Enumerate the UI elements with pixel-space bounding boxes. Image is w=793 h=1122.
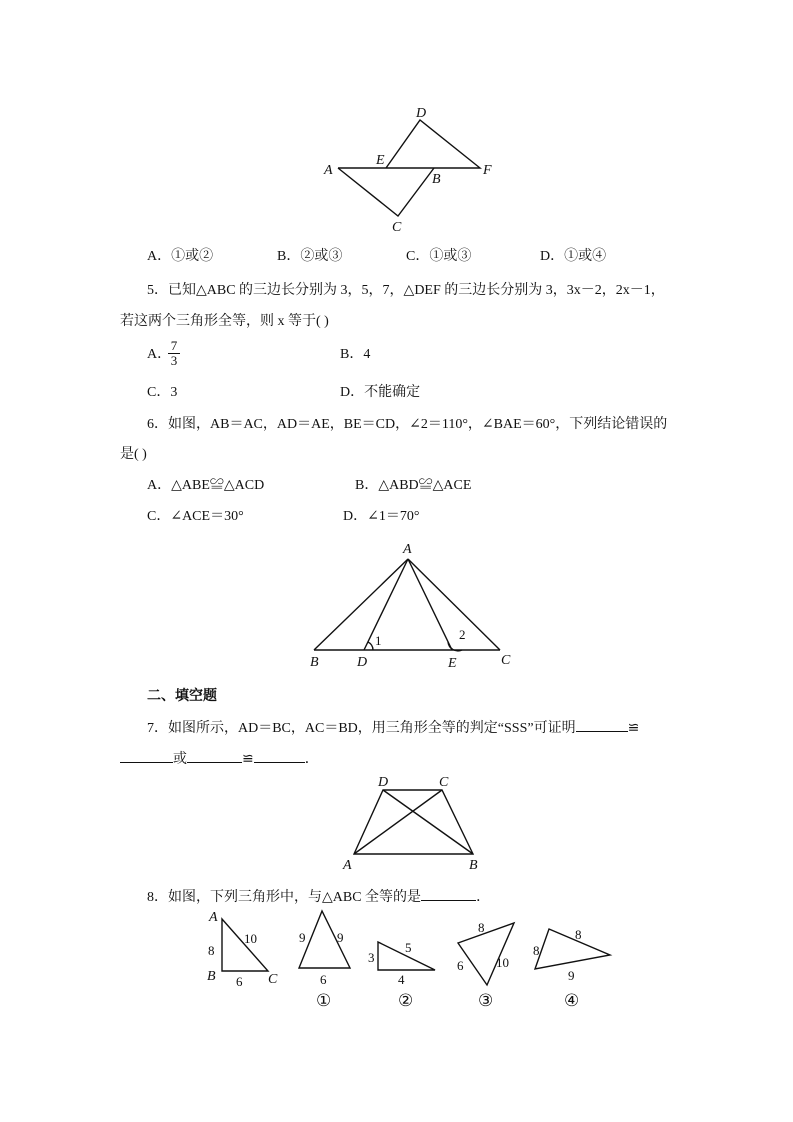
- fig1-label-f: F: [483, 163, 492, 178]
- q7-blank-4[interactable]: [254, 748, 305, 763]
- triangle-def-lines: [338, 120, 480, 168]
- triangle-option-3: [458, 923, 514, 985]
- fig2-label-b: B: [310, 655, 319, 670]
- fig1-label-c: C: [392, 220, 402, 235]
- fig2-label-e: E: [448, 656, 457, 670]
- q7-cong-symbol-2: ≌: [242, 752, 254, 767]
- triangle-abc-lines: [338, 168, 434, 216]
- fig4-t2-side-hyp: 5: [405, 940, 412, 955]
- q5-option-d: D．不能确定: [340, 385, 421, 400]
- fig4-main-side-ab: 8: [208, 943, 215, 958]
- q5-option-b: B．4: [340, 347, 371, 362]
- q8-end-period: ．: [476, 890, 491, 905]
- q7-blank-2[interactable]: [120, 748, 173, 763]
- fig4-t2-side-bottom: 4: [398, 972, 405, 987]
- q7-blank-1[interactable]: [576, 717, 628, 732]
- fig4-t4-side-bottom: 9: [568, 968, 575, 983]
- figure-trapezoid-abcd: [338, 772, 488, 872]
- q6-option-a: A．△ABE≌△ACD: [147, 478, 265, 493]
- q7-stem-text: 7．如图所示，AD＝BC，AC＝BD，用三角形全等的判定“SSS”可证明: [147, 721, 576, 736]
- fig4-t1-side-right: 9: [337, 930, 344, 945]
- q5-option-a-label: A．: [147, 347, 172, 362]
- fig4-t3-side-top: 8: [478, 920, 485, 935]
- figure-triangles-def-abc: [320, 100, 510, 235]
- q7-end-period: ．: [304, 752, 319, 767]
- fraction-numerator: 7: [170, 338, 178, 353]
- q7-cong-symbol: ≌: [627, 721, 640, 736]
- fig2-label-d: D: [357, 655, 368, 670]
- fig3-label-b: B: [469, 858, 478, 872]
- q7-stem-line2: [120, 748, 319, 769]
- fig2-label-a: A: [403, 542, 412, 557]
- triangle-option-4: [535, 929, 610, 969]
- q4-option-b: B．②或③: [277, 249, 343, 264]
- fig4-t4-side-left: 8: [533, 943, 540, 958]
- q5-option-c: C．3: [147, 385, 178, 400]
- fig4-circle-1: ①: [316, 991, 332, 1010]
- figure-triangle-abc-de: [300, 538, 525, 670]
- fig4-t4-side-top: 8: [575, 927, 582, 942]
- fraction-denominator: 3: [168, 353, 180, 368]
- fig1-label-d: D: [416, 106, 427, 121]
- q4-option-c: C．①或③: [406, 249, 472, 264]
- fig3-label-c: C: [439, 775, 449, 790]
- q6-option-c: C．∠ACE＝30°: [147, 509, 244, 524]
- q4-option-d: D．①或④: [540, 249, 607, 264]
- fig2-label-angle-2: 2: [459, 627, 466, 642]
- q5-stem-line1: 5．已知△ABC 的三边长分别为 3，5，7，△DEF 的三边长分别为 3，3x－2，2x－1，: [147, 283, 665, 298]
- q6-option-b: B．△ABD≌△ACE: [355, 478, 472, 493]
- fig1-label-e: E: [376, 153, 385, 168]
- angle-1-arc: [368, 642, 373, 650]
- q4-option-a: A．①或②: [147, 249, 214, 264]
- fig4-t2-side-left: 3: [368, 950, 375, 965]
- fig4-t3-side-left: 6: [457, 958, 464, 973]
- fig4-t3-side-right: 10: [496, 955, 509, 970]
- fig3-label-a: A: [343, 858, 352, 872]
- figure-triangle-options: [200, 905, 620, 1015]
- fig3-label-d: D: [378, 775, 389, 790]
- fig4-main-side-bc: 6: [236, 974, 243, 989]
- q6-stem-line1: 6．如图，AB＝AC，AD＝AE，BE＝CD，∠2＝110°，∠BAE＝60°，下列结论错误的: [147, 417, 668, 432]
- fig4-circle-4: ④: [564, 991, 580, 1010]
- q8-blank[interactable]: [421, 886, 476, 901]
- fig1-label-b: B: [432, 172, 441, 187]
- q7-or-text: 或: [173, 752, 187, 767]
- section-title-fill-in: 二、填空题: [147, 687, 217, 703]
- fig4-t1-side-bottom: 6: [320, 972, 327, 987]
- fig4-label-b: B: [207, 969, 216, 984]
- q6-stem-line2: 是( ): [120, 447, 147, 462]
- q6-option-d: D．∠1＝70°: [343, 509, 420, 524]
- fig2-label-c: C: [501, 653, 511, 668]
- fig2-label-angle-1: 1: [375, 633, 382, 648]
- fig4-label-a: A: [209, 910, 218, 925]
- q5-stem-line2: 若这两个三角形全等，则 x 等于( ): [120, 314, 329, 329]
- fig4-circle-3: ③: [478, 991, 494, 1010]
- q8-stem: [147, 886, 490, 907]
- q7-stem-line1: [147, 717, 639, 738]
- q7-blank-3[interactable]: [187, 748, 242, 763]
- fig4-main-side-ac: 10: [244, 931, 257, 946]
- fig1-label-a: A: [324, 163, 333, 178]
- q8-stem-text: 8．如图，下列三角形中，与△ABC 全等的是: [147, 890, 422, 905]
- q5-option-a-fraction: [168, 339, 180, 368]
- fig4-t1-side-left: 9: [299, 930, 306, 945]
- fig4-circle-2: ②: [398, 991, 414, 1010]
- fig4-label-c: C: [268, 972, 278, 987]
